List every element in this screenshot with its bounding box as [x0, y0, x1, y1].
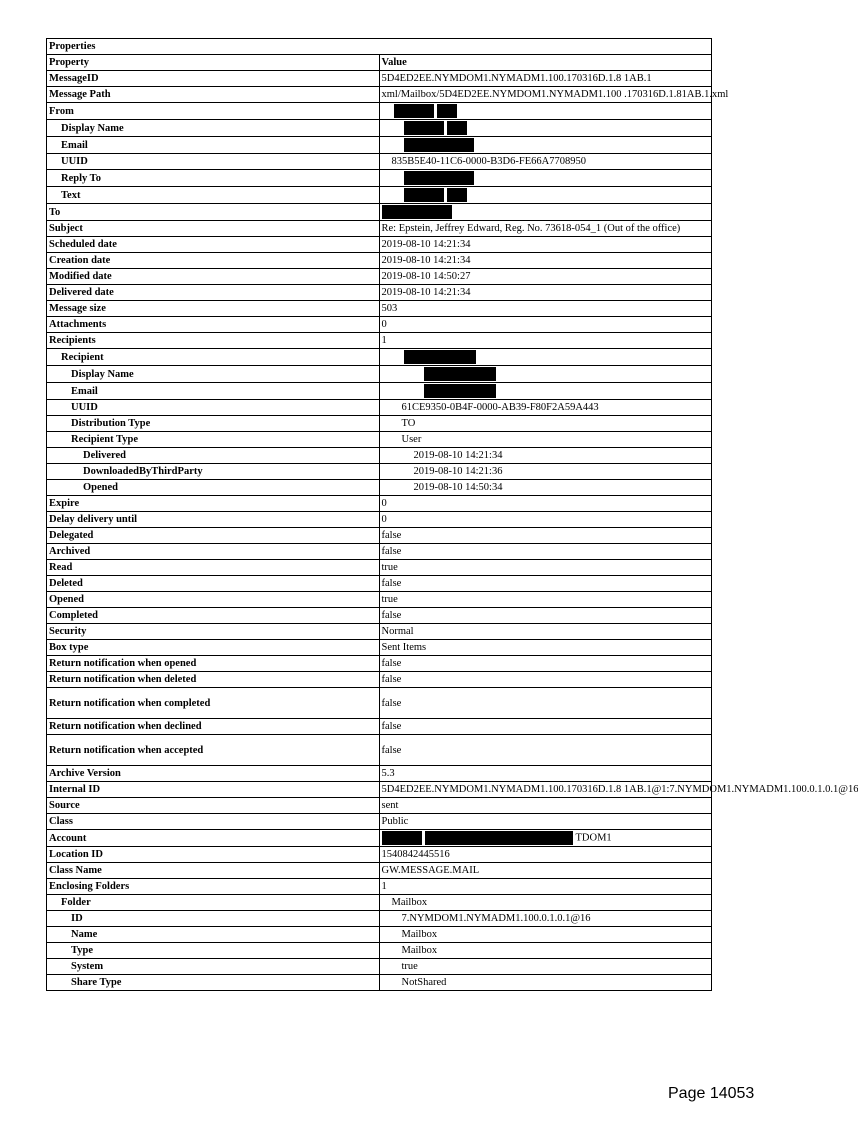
property-key: Enclosing Folders — [47, 879, 380, 895]
property-key: Return notification when opened — [47, 656, 380, 672]
property-value-text: 1540842445516 — [381, 849, 450, 860]
property-key: Box type — [47, 640, 380, 656]
table-row — [47, 285, 712, 301]
property-value-text: true — [381, 594, 398, 605]
table-row — [47, 863, 712, 879]
property-value-text: sent — [381, 800, 399, 811]
property-value — [379, 927, 712, 943]
table-row — [47, 879, 712, 895]
property-value — [379, 480, 712, 496]
property-value — [379, 269, 712, 285]
property-value — [379, 204, 712, 221]
table-row — [47, 735, 712, 766]
property-value — [379, 798, 712, 814]
redaction-block — [404, 121, 444, 135]
property-value — [379, 943, 712, 959]
table-row — [47, 608, 712, 624]
table-row — [47, 814, 712, 830]
property-value-text: NotShared — [401, 977, 447, 988]
property-key: Delivered — [47, 448, 380, 464]
table-title: Properties — [47, 39, 712, 55]
property-value — [379, 863, 712, 879]
table-row — [47, 847, 712, 863]
property-value — [379, 237, 712, 253]
property-key: Recipient Type — [47, 432, 380, 448]
table-row — [47, 87, 712, 103]
property-value — [379, 672, 712, 688]
property-value — [379, 911, 712, 927]
property-key: Recipient — [47, 349, 380, 366]
property-key: Modified date — [47, 269, 380, 285]
table-row — [47, 349, 712, 366]
property-key: Email — [47, 137, 380, 154]
property-value — [379, 782, 858, 798]
table-row — [47, 927, 712, 943]
property-value — [379, 576, 712, 592]
property-key: Opened — [47, 480, 380, 496]
property-key: Class — [47, 814, 380, 830]
property-value-text: 61CE9350-0B4F-0000-AB39-F80F2A59A443 — [401, 402, 599, 413]
property-value-text: true — [401, 961, 418, 972]
property-key: Text — [47, 187, 380, 204]
property-value — [379, 187, 712, 204]
redaction-block — [404, 188, 444, 202]
redaction-block — [404, 171, 474, 185]
property-value — [379, 496, 712, 512]
property-key: Display Name — [47, 120, 380, 137]
redaction-block — [394, 104, 434, 118]
property-key: Reply To — [47, 170, 380, 187]
property-key: Type — [47, 943, 380, 959]
property-value — [379, 640, 712, 656]
property-value — [379, 221, 712, 237]
property-value-text: 7.NYMDOM1.NYMADM1.100.0.1.0.1@16 — [401, 913, 591, 924]
property-value-text: 5D4ED2EE.NYMDOM1.NYMADM1.100.170316D.1.8 1AB.1 — [381, 73, 652, 84]
property-key: Folder — [47, 895, 380, 911]
property-value — [379, 608, 712, 624]
property-key: Message size — [47, 301, 380, 317]
table-row — [47, 592, 712, 608]
table-row — [47, 400, 712, 416]
property-key: Scheduled date — [47, 237, 380, 253]
table-row — [47, 432, 712, 448]
property-value-text: Normal — [381, 626, 414, 637]
property-value-text: false — [381, 546, 402, 557]
table-row — [47, 137, 712, 154]
property-value-text: xml/Mailbox/5D4ED2EE.NYMDOM1.NYMADM1.100 .170316D.1.81AB.1.xml — [381, 89, 729, 100]
property-value — [379, 349, 712, 366]
table-row — [47, 560, 712, 576]
property-value — [379, 735, 712, 766]
property-key: Expire — [47, 496, 380, 512]
property-value — [379, 544, 712, 560]
property-key: Class Name — [47, 863, 380, 879]
header-value: Value — [379, 55, 712, 71]
property-value-text: 2019-08-10 14:21:34 — [381, 255, 471, 266]
property-key: Delegated — [47, 528, 380, 544]
table-row — [47, 448, 712, 464]
property-key: Internal ID — [47, 782, 380, 798]
property-value-text: TDOM1 — [575, 832, 612, 844]
property-key: Return notification when deleted — [47, 672, 380, 688]
property-value — [379, 959, 712, 975]
property-value-text: TO — [401, 418, 416, 429]
property-value-text: false — [381, 674, 402, 685]
property-value — [379, 253, 712, 269]
property-value — [379, 879, 712, 895]
property-value-text: User — [401, 434, 422, 445]
table-row — [47, 221, 712, 237]
property-value-text: 2019-08-10 14:50:34 — [413, 482, 503, 493]
table-row — [47, 911, 712, 927]
table-row — [47, 480, 712, 496]
property-key: Delivered date — [47, 285, 380, 301]
property-value-text: Re: Epstein, Jeffrey Edward, Reg. No. 73618-054_1 (Out of the office) — [381, 223, 681, 234]
table-row — [47, 640, 712, 656]
property-key: Completed — [47, 608, 380, 624]
table-row — [47, 895, 712, 911]
property-key: Security — [47, 624, 380, 640]
property-value-text: false — [381, 697, 402, 709]
property-key: Delay delivery until — [47, 512, 380, 528]
table-row — [47, 782, 712, 798]
property-value-text: 5.3 — [381, 768, 395, 779]
table-row — [47, 170, 712, 187]
table-row — [47, 187, 712, 204]
property-key: Display Name — [47, 366, 380, 383]
redaction-block — [425, 831, 573, 845]
table-row — [47, 333, 712, 349]
table-row — [47, 624, 712, 640]
property-value-text: 2019-08-10 14:21:34 — [381, 287, 471, 298]
table-row — [47, 120, 712, 137]
property-value — [379, 400, 712, 416]
property-value — [379, 301, 712, 317]
property-value — [379, 120, 712, 137]
table-row — [47, 383, 712, 400]
redaction-block — [447, 121, 467, 135]
redaction-block — [447, 188, 467, 202]
property-value-text: 2019-08-10 14:50:27 — [381, 271, 471, 282]
property-value — [379, 624, 712, 640]
property-value — [379, 512, 712, 528]
property-key: MessageID — [47, 71, 380, 87]
property-key: Archived — [47, 544, 380, 560]
property-value-text: 503 — [381, 303, 398, 314]
property-value — [379, 766, 712, 782]
table-row — [47, 528, 712, 544]
table-row — [47, 301, 712, 317]
property-key: UUID — [47, 154, 380, 170]
property-value — [379, 103, 712, 120]
table-row — [47, 512, 712, 528]
table-row — [47, 204, 712, 221]
table-title-row — [47, 39, 712, 55]
property-value — [379, 528, 712, 544]
properties-table — [46, 38, 858, 991]
property-value — [379, 170, 712, 187]
property-value — [379, 317, 712, 333]
property-value — [379, 719, 712, 735]
property-key: Return notification when accepted — [47, 735, 380, 766]
property-key: Source — [47, 798, 380, 814]
property-key: From — [47, 103, 380, 120]
property-value-text: 2019-08-10 14:21:34 — [413, 450, 503, 461]
property-key: Message Path — [47, 87, 380, 103]
property-value-text: Sent Items — [381, 642, 427, 653]
property-value-text: Mailbox — [401, 929, 438, 940]
property-value-text: Mailbox — [401, 945, 438, 956]
property-value — [379, 448, 712, 464]
table-header-row — [47, 55, 712, 71]
table-row — [47, 719, 712, 735]
table-row — [47, 269, 712, 285]
property-key: Subject — [47, 221, 380, 237]
table-row — [47, 798, 712, 814]
table-row — [47, 71, 712, 87]
property-value-text: Mailbox — [391, 897, 428, 908]
redaction-block — [404, 138, 474, 152]
property-value — [379, 814, 712, 830]
property-value-text: false — [381, 610, 402, 621]
property-value — [379, 366, 712, 383]
property-value — [379, 71, 712, 87]
property-value-text: false — [381, 658, 402, 669]
property-value-text: 0 — [381, 498, 387, 509]
property-key: Account — [47, 830, 380, 847]
property-value-text: 0 — [381, 514, 387, 525]
property-value-text: 2019-08-10 14:21:34 — [381, 239, 471, 250]
table-row — [47, 766, 712, 782]
property-key: UUID — [47, 400, 380, 416]
property-value — [379, 975, 712, 991]
table-row — [47, 253, 712, 269]
table-row — [47, 975, 712, 991]
property-key: Email — [47, 383, 380, 400]
property-key: Return notification when completed — [47, 688, 380, 719]
property-key: ID — [47, 911, 380, 927]
property-value — [379, 154, 712, 170]
redaction-block — [424, 367, 496, 381]
property-value-text: false — [381, 744, 402, 756]
page-number: Page 14053 — [668, 1085, 755, 1102]
property-key: Creation date — [47, 253, 380, 269]
property-value-text: 2019-08-10 14:21:36 — [413, 466, 503, 477]
property-value — [379, 333, 712, 349]
property-key: Share Type — [47, 975, 380, 991]
table-row — [47, 576, 712, 592]
table-row — [47, 237, 712, 253]
property-value-text: Public — [381, 816, 409, 827]
property-value-text: 5D4ED2EE.NYMDOM1.NYMADM1.100.170316D.1.8 1AB.1@1:7.NYMDOM1.NYMADM1.100.0.1.0.1@16 — [381, 784, 858, 795]
property-value-text: false — [381, 578, 402, 589]
table-row — [47, 830, 712, 847]
redaction-block — [437, 104, 457, 118]
property-value — [379, 895, 712, 911]
property-value — [379, 560, 712, 576]
property-value-text: 835B5E40-11C6-0000-B3D6-FE66A7708950 — [391, 156, 586, 167]
table-row — [47, 154, 712, 170]
property-key: Attachments — [47, 317, 380, 333]
property-key: Name — [47, 927, 380, 943]
property-value — [379, 87, 729, 103]
property-value-text: 1 — [381, 881, 387, 892]
property-key: Location ID — [47, 847, 380, 863]
property-value — [379, 383, 712, 400]
redaction-block — [382, 205, 452, 219]
table-row — [47, 959, 712, 975]
property-value-text: 1 — [381, 335, 387, 346]
table-row — [47, 672, 712, 688]
property-key: Recipients — [47, 333, 380, 349]
property-key: DownloadedByThirdParty — [47, 464, 380, 480]
redaction-block — [424, 384, 496, 398]
table-row — [47, 943, 712, 959]
property-value — [379, 656, 712, 672]
table-row — [47, 544, 712, 560]
property-value-text: false — [381, 530, 402, 541]
table-row — [47, 496, 712, 512]
property-key: Opened — [47, 592, 380, 608]
table-row — [47, 656, 712, 672]
property-key: Distribution Type — [47, 416, 380, 432]
property-value-text: true — [381, 562, 398, 573]
property-key: Return notification when declined — [47, 719, 380, 735]
table-row — [47, 464, 712, 480]
property-key: System — [47, 959, 380, 975]
table-row — [47, 416, 712, 432]
property-key: Read — [47, 560, 380, 576]
table-row — [47, 366, 712, 383]
redaction-block — [404, 350, 476, 364]
property-value — [379, 688, 712, 719]
property-value — [379, 847, 712, 863]
property-value-text: false — [381, 721, 402, 732]
property-value — [379, 830, 712, 847]
property-value — [379, 592, 712, 608]
table-row — [47, 103, 712, 120]
property-value — [379, 464, 712, 480]
property-value-text: GW.MESSAGE.MAIL — [381, 865, 480, 876]
property-value — [379, 416, 712, 432]
property-value — [379, 137, 712, 154]
property-value — [379, 432, 712, 448]
property-value-text: 0 — [381, 319, 387, 330]
header-property: Property — [47, 55, 380, 71]
property-value — [379, 285, 712, 301]
table-row — [47, 688, 712, 719]
redaction-block — [382, 831, 422, 845]
table-row — [47, 317, 712, 333]
property-key: To — [47, 204, 380, 221]
property-key: Archive Version — [47, 766, 380, 782]
property-key: Deleted — [47, 576, 380, 592]
